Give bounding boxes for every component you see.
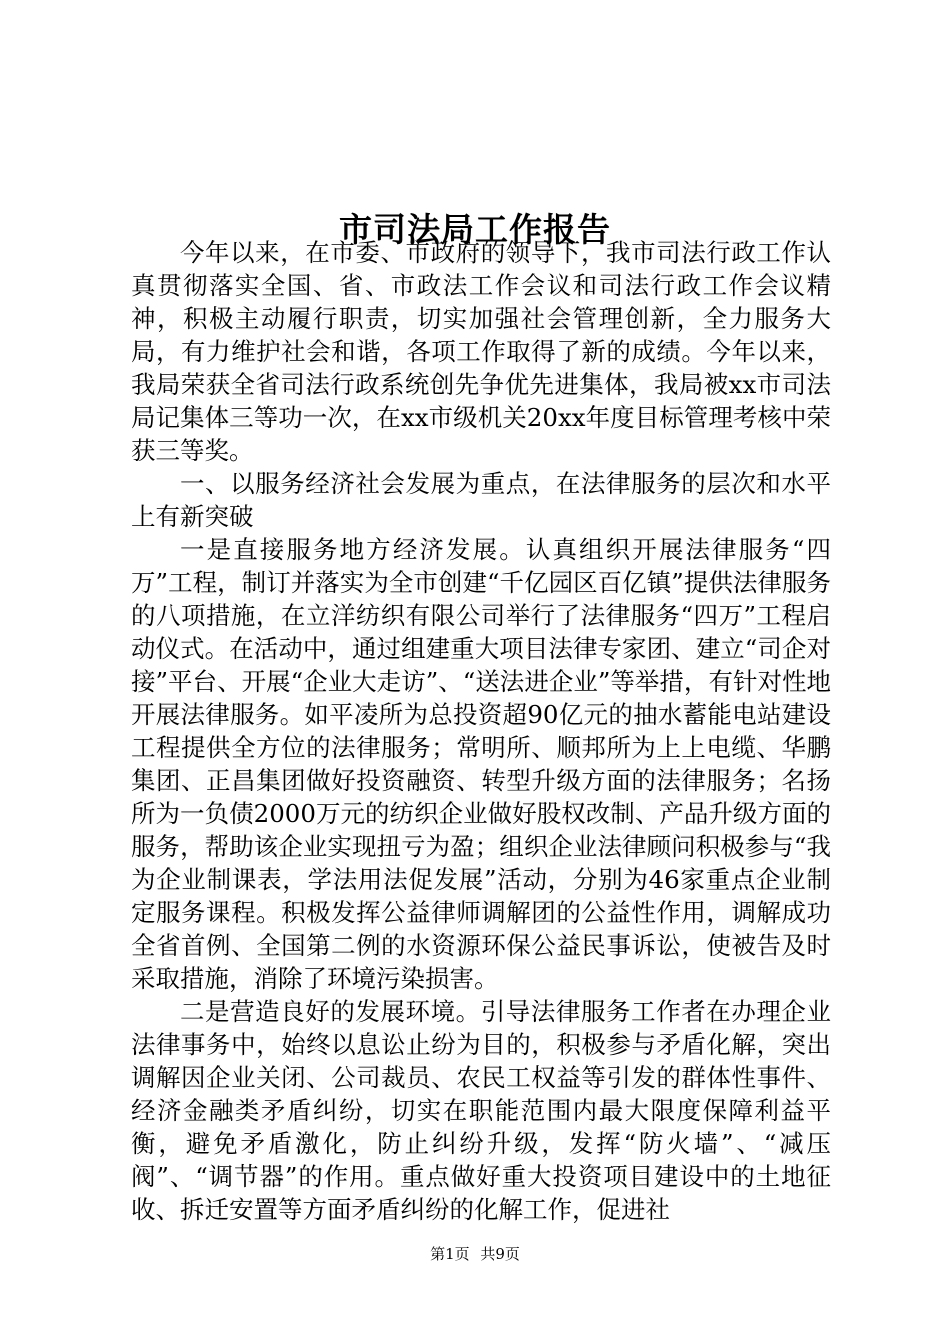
paragraph-intro: 今年以来，在市委、市政府的领导下，我市司法行政工作认真贯彻落实全国、省、市政法工作会议和司法行政工作会议精神，积极主动履行职责，切实加强社会管理创新，全力服务大局，有力维护社会和谐，各项工作取得了新的成绩。今年以来，我局荣获全省司法行政系统创先争优先进集体，我局被xx市司法局记集体三等功一次，在xx市级机关20xx年度目标管理考核中荣获三等奖。 (131, 238, 831, 465)
document-title: 市司法局工作报告 (339, 210, 611, 250)
paragraph-economic-service: 一是直接服务地方经济发展。认真组织开展法律服务“四万”工程，制订并落实为全市创建“千亿园区百亿镇”提供法律服务的八项措施，在立洋纺织有限公司举行了法律服务“四万”工程启动仪式。在活动中，通过组建重大项目法律专家团、建立“司企对接”平台、开展“企业大走访”、“送法进企业”等举措，有针对性地开展法律服务。如平凌所为总投资超90亿元的抽水蓄能电站建设工程提供全方位的法律服务；常明所、顺邦所为上上电缆、华鹏集团、正昌集团做好投资融资、转型升级方面的法律服务；名扬所为一负债2000万元的纺织企业做好股权改制、产品升级方面的服务，帮助该企业实现扭亏为盈；组织企业法律顾问积极参与“我为企业制课表，学法用法促发展”活动，分别为46家重点企业制定服务课程。积极发挥公益律师调解团的公益性作用，调解成功全省首例、全国第二例的水资源环保公益民事诉讼，使被告及时采取措施，消除了环境污染损害。 (131, 535, 831, 993)
document-body (131, 236, 831, 1226)
page-total: 共9页 (480, 1245, 520, 1263)
page-footer (0, 1244, 950, 1264)
page-number: 第1页 (430, 1245, 470, 1263)
paragraph-environment: 二是营造良好的发展环境。引导法律服务工作者在办理企业法律事务中，始终以息讼止纷为目的，积极参与矛盾化解，突出调解因企业关闭、公司裁员、农民工权益等引发的群体性事件、经济金融类矛盾纠纷，切实在职能范围内最大限度保障利益平衡，避免矛盾激化，防止纠纷升级，发挥“防火墙”、“减压阀”、“调节器”的作用。重点做好重大投资项目建设中的土地征收、拆迁安置等方面矛盾纠纷的化解工作，促进社 (131, 997, 831, 1224)
paragraph-section-heading: 一、以服务经济社会发展为重点，在法律服务的层次和水平上有新突破 (131, 469, 831, 531)
